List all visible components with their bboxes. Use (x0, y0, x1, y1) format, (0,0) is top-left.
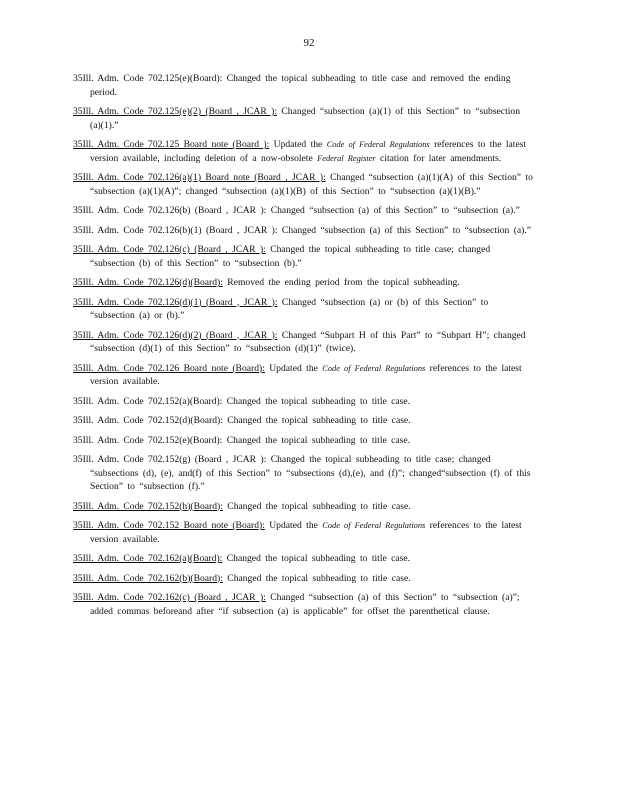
italic-title: Code of Federal Regulations (322, 363, 426, 373)
entry-text: Changed “Subpart H of this Part” to “Subpart H”; changed “subsection (d)(1) of this Section” to “subsection (d)(1)” (twice). (90, 329, 526, 354)
citation: 35Ill. Adm. Code 702.152(h)(Board): (73, 500, 223, 512)
list-item (73, 395, 535, 409)
entry-text: 35Ill. Adm. Code 702.152(a)(Board): Changed the topical subheading to title case. (73, 395, 411, 407)
italic-title: Code of Federal Regulations (326, 140, 430, 149)
entry-text: references to the latest version available. (90, 520, 522, 545)
citation: 35Ill. Adm. Code 702.126(d)(1) (Board , JCAR ): (73, 296, 278, 308)
citation: 35Ill. Adm. Code 702.152 Board note (Board): (73, 520, 265, 531)
entry-text: Changed “subsection (a) or (b) of this Section” to “subsection (a) or (b).” (90, 296, 489, 321)
entry-text: Updated the (264, 520, 323, 531)
entry-text: Changed the topical subheading to title case; changed “subsection (b) of this Section” to “subsection (b).” (90, 244, 491, 269)
citation: 35Ill. Adm. Code 702.162(a)(Board): (73, 553, 223, 564)
list-item (73, 171, 535, 198)
list-item (73, 204, 535, 218)
page-number: 92 (303, 37, 315, 49)
entry-text: references to the latest version available, including deletion of a now-obsolete (90, 139, 527, 164)
citation: 35Ill. Adm. Code 702.126(a)(1) Board note (Board , JCAR ): (73, 172, 326, 183)
list-item (73, 105, 535, 132)
entry-text: Changed the topical subheading to title case. (222, 572, 411, 584)
list-item (73, 519, 535, 546)
list-item (73, 138, 535, 165)
list-item (73, 224, 535, 238)
amendment-list (73, 72, 535, 624)
list-item (73, 414, 535, 428)
list-item (73, 552, 535, 566)
italic-title: Federal Register (317, 153, 376, 163)
italic-title: Code of Federal Regulations (322, 521, 426, 530)
entry-text: Changed “subsection (a)(1)(A) of this Section” to “subsection (a)(1)(A)”; changed “subsection (a)(1)(B) of this Section” to “subsection (a)(1)(B).” (90, 172, 533, 197)
entry-text: 35Ill. Adm. Code 702.152(g) (Board , JCAR ): Changed the topical subheading to title case; changed “subsections (d), (e), and(f) of this Section” to “subsections (d),(e), and (f)”; changed“subsection (f) of this Section” to “subsection (f).” (73, 454, 531, 492)
entry-text: references to the latest version available. (90, 362, 522, 387)
list-item (73, 500, 535, 514)
entry-text: Changed “subsection (a)(1) of this Section” to “subsection (a)(1).” (90, 106, 520, 131)
entry-text: 35Ill. Adm. Code 702.152(d)(Board): Changed the topical subheading to title case. (73, 415, 411, 426)
entry-text: Changed the topical subheading to title case. (222, 553, 411, 564)
entry-text: 35Ill. Adm. Code 702.152(e)(Board): Changed the topical subheading to title case. (73, 434, 411, 446)
citation: 35Ill. Adm. Code 702.125(e)(2) (Board , JCAR ): (73, 106, 277, 117)
citation: 35Ill. Adm. Code 702.126 Board note (Board): (73, 362, 265, 374)
citation: 35Ill. Adm. Code 702.125 Board note (Board ): (73, 139, 270, 150)
entry-text: 35Ill. Adm. Code 702.126(b) (Board , JCAR ): Changed “subsection (a) of this Section” to “subsection (a).” (73, 205, 520, 216)
citation: 35Ill. Adm. Code 702.162(b)(Board): (73, 572, 223, 584)
entry-text: citation for later amendments. (375, 152, 502, 164)
citation: 35Ill. Adm. Code 702.126(d)(Board): (73, 277, 223, 288)
list-item (73, 243, 535, 270)
list-item (73, 453, 535, 494)
list-item (73, 572, 535, 586)
list-item (73, 296, 535, 323)
list-item (73, 434, 535, 448)
entry-text: 35Ill. Adm. Code 702.126(b)(1) (Board , JCAR ): Changed “subsection (a) of this Section” to “subsection (a).” (73, 224, 532, 236)
entry-text: Updated the (269, 139, 327, 150)
entry-text: Changed “subsection (a) of this Section” to “subsection (a)”; added commas beforeand after “if subsection (a) is applicable” for offset the parenthetical clause. (90, 592, 520, 617)
entry-text: 35Ill. Adm. Code 702.125(e)(Board): Changed the topical subheading to title case and removed the ending period. (73, 73, 511, 98)
entry-text: Removed the ending period from the topical subheading. (222, 277, 460, 288)
list-item (73, 329, 535, 356)
citation: 35Ill. Adm. Code 702.162(c) (Board , JCAR ): (73, 592, 266, 603)
citation: 35Ill. Adm. Code 702.126(d)(2) (Board , JCAR ): (73, 329, 278, 341)
list-item (73, 72, 535, 99)
entry-text: Changed the topical subheading to title case. (222, 500, 411, 512)
citation: 35Ill. Adm. Code 702.126(c) (Board , JCAR ): (73, 244, 266, 255)
list-item (73, 276, 535, 290)
list-item (73, 591, 535, 618)
list-item (73, 362, 535, 389)
entry-text: Updated the (264, 362, 323, 374)
